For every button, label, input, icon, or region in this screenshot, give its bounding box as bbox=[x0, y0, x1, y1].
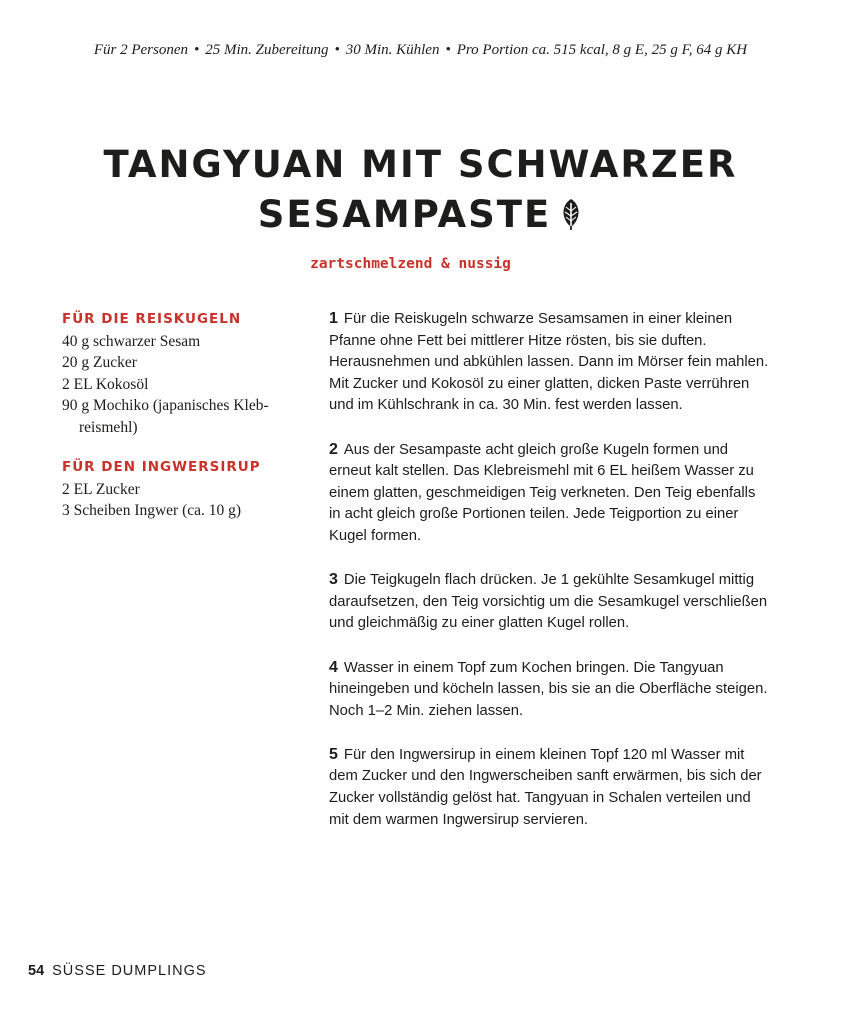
step-number: 4 bbox=[329, 658, 338, 676]
recipe-title bbox=[0, 140, 841, 244]
meta-servings: Für 2 Personen bbox=[93, 42, 188, 58]
meta-nutrition: Pro Portion ca. 515 kcal, 8 g E, 25 g F, 64 g KH bbox=[456, 42, 748, 58]
step-text: Die Teigkugeln flach drücken. Je 1 gekühlte Sesamkugel mittig daraufsetzen, den Teig vorsichtig um die Sesamkugel verschließen und gleichmäßig zu einer glatten Kugel rollen. bbox=[329, 572, 768, 632]
meta-separator: • bbox=[194, 42, 200, 58]
step-number: 5 bbox=[329, 745, 338, 763]
page-number: 54 bbox=[28, 963, 45, 979]
recipe-subtitle: zartschmelzend & nussig bbox=[310, 256, 511, 272]
ingredient-item: 2 EL Zucker bbox=[62, 480, 140, 498]
ingredients-column bbox=[62, 309, 302, 541]
ingredients-heading-reiskugeln: FÜR DIE REISKUGELN bbox=[62, 311, 242, 327]
steps-column bbox=[329, 308, 769, 853]
ingredients-heading-ingwersirup: FÜR DEN INGWERSIRUP bbox=[62, 459, 261, 475]
ingredient-item: 3 Scheiben Ingwer (ca. 10 g) bbox=[62, 502, 242, 519]
step-text: Für die Reiskugeln schwarze Sesamsamen in einer kleinen Pfanne ohne Fett bei mittlerer Hitze rösten, bis sie duften. Herausnehmen und abkühlen lassen. Dann im Mörser fein mahlen. Mit Zucker und Kokosöl zu einer glatten, dicken Paste verrühren und im Kühlschrank in ca. 30 Min. fest werden lassen. bbox=[329, 311, 769, 414]
step-text: Wasser in einem Topf zum Kochen bringen. Die Tangyuan hineingeben und köcheln lassen, bis sie an die Oberfläche steigen. Noch 1–2 Min. ziehen lassen. bbox=[329, 659, 768, 719]
ingredient-item: 2 EL Kokosöl bbox=[62, 375, 149, 393]
leaf-icon bbox=[559, 194, 583, 244]
step-number: 1 bbox=[329, 310, 338, 327]
step-number: 2 bbox=[329, 440, 338, 458]
ingredients-list-reiskugeln bbox=[62, 331, 302, 439]
step-2 bbox=[329, 439, 769, 548]
ingredient-item: 20 g Zucker bbox=[62, 354, 137, 371]
step-4 bbox=[329, 657, 769, 723]
meta-chill-time: 30 Min. Kühlen bbox=[345, 42, 440, 58]
ingredients-list-ingwersirup bbox=[62, 479, 302, 522]
meta-separator: • bbox=[334, 42, 340, 58]
step-1 bbox=[329, 308, 769, 417]
step-number: 3 bbox=[329, 571, 338, 589]
meta-prep-time: 25 Min. Zubereitung bbox=[205, 42, 329, 58]
page-footer bbox=[28, 963, 207, 979]
step-5 bbox=[329, 744, 769, 831]
recipe-meta bbox=[0, 42, 841, 59]
step-text: Für den Ingwersirup in einem kleinen Topf 120 ml Wasser mit dem Zucker und den Ingwerscheiben sanft erwärmen, bis sich der Zucker vollständig gelöst hat. Tangyuan in Schalen verteilen und mit dem warmen Ingwersirup servieren. bbox=[329, 746, 762, 828]
title-line-2-text: SESAMPASTE bbox=[257, 193, 552, 236]
step-3 bbox=[329, 569, 769, 635]
meta-separator: • bbox=[445, 42, 451, 58]
step-text: Aus der Sesampaste acht gleich große Kugeln formen und erneut kalt stellen. Das Klebreismehl mit 6 EL heißem Wasser zu einem glatten, geschmeidigen Teig verkneten. Den Teig ebenfalls in acht gleich große Portionen teilen. Jede Teigportion zu einer Kugel formen. bbox=[329, 441, 756, 544]
footer-section-title: SÜSSE DUMPLINGS bbox=[52, 963, 207, 979]
ingredient-item: 90 g Mochiko (japanisches Klebreismehl) bbox=[62, 397, 269, 436]
ingredient-item: 40 g schwarzer Sesam bbox=[62, 332, 201, 350]
title-line-1: TANGYUAN MIT SCHWARZER bbox=[103, 143, 738, 186]
title-line-2 bbox=[0, 190, 841, 244]
